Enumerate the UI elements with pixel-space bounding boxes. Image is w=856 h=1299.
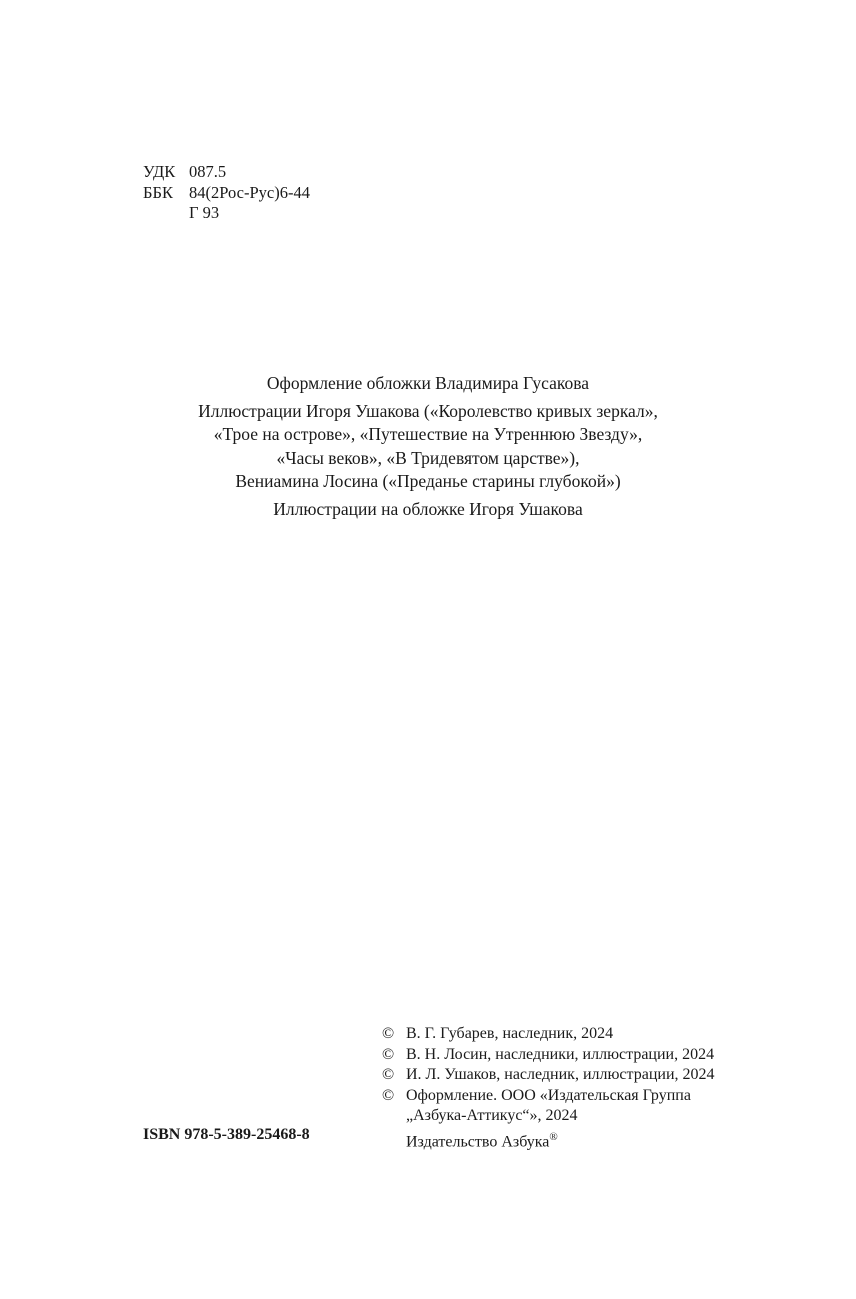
copyright-sign: © [382, 1025, 395, 1042]
illustrations-credit-line: Иллюстрации Игоря Ушакова («Королевство кривых зеркал», [198, 400, 658, 421]
illustrations-credit-line: «Часы веков», «В Тридевятом царстве»), [276, 447, 580, 468]
classification-value: 087.5 [189, 162, 227, 181]
classification-row-udk [143, 162, 310, 183]
classification-row-bbk [143, 183, 310, 204]
copyright-text: И. Л. Ушаков, наследник, иллюстрации, 2024 [406, 1066, 715, 1083]
isbn-number: ISBN 978-5-389-25468-8 [143, 1126, 310, 1143]
classification-value: Г 93 [189, 203, 220, 222]
illustrations-credit-line: Вениамина Лосина («Преданье старины глубокой») [235, 471, 621, 491]
classification-row-author-mark [143, 203, 310, 224]
copyright-sign: © [382, 1045, 395, 1063]
copyright-text: В. Г. Губарев, наследник, 2024 [406, 1025, 614, 1042]
classification-value: 84(2Рос-Рус)6-44 [189, 182, 310, 202]
illustrations-credit-line: «Трое на острове», «Путешествие на Утреннюю Звезду», [213, 424, 643, 444]
copyright-row [382, 1065, 715, 1086]
classification-key: УДК [143, 162, 176, 181]
classification-key [143, 203, 189, 224]
copyright-row [382, 1086, 715, 1107]
cover-design-credit: Оформление обложки Владимира Гусакова [266, 373, 590, 393]
publisher-name [406, 1127, 558, 1153]
classification-key: ББК [143, 182, 173, 202]
publisher-row [382, 1127, 715, 1153]
credits-block [0, 372, 856, 521]
copyright-block [382, 1024, 715, 1152]
copyright-row [382, 1106, 715, 1127]
copyright-sign: © [382, 1086, 395, 1104]
copyright-text: В. Н. Лосин, наследники, иллюстрации, 2024 [406, 1045, 715, 1063]
classification-block [143, 162, 310, 224]
copyright-row [382, 1045, 715, 1066]
cover-illustrations-credit: Иллюстрации на обложке Игоря Ушакова [273, 498, 583, 519]
copyright-sign: © [382, 1066, 395, 1083]
copyright-text: Оформление. ООО «Издательская Группа [406, 1086, 691, 1104]
publisher-label: Издательство Азбука [406, 1132, 550, 1150]
copyright-text: „Азбука-Аттикус“», 2024 [406, 1107, 578, 1124]
copyright-sign [382, 1106, 406, 1127]
copyright-row [382, 1024, 715, 1045]
copyright-sign-spacer [382, 1127, 406, 1153]
registered-mark-icon: ® [549, 1130, 558, 1143]
